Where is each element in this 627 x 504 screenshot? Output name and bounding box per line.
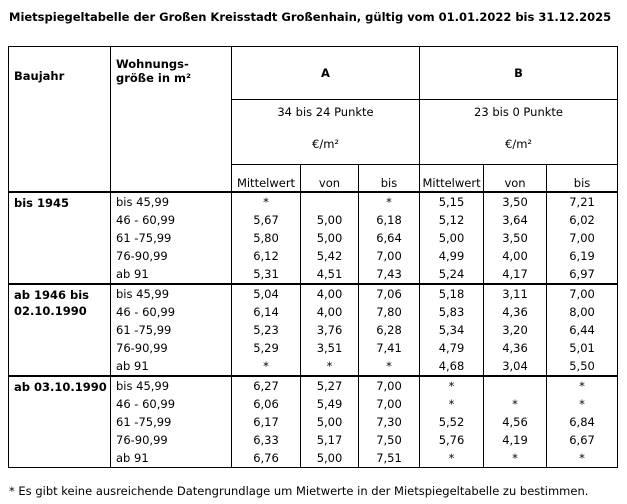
header-group-a: A [232,47,420,100]
value-cell-b-mw: 4,79 [420,339,484,357]
value-cell-a-mw: 5,29 [232,339,301,357]
value-cell-b-von: * [484,449,547,468]
value-cell-b-mw: 5,15 [420,192,484,211]
value-cell-a-mw: 6,33 [232,431,301,449]
size-cell: bis 45,99 [111,192,232,211]
header-unit-a: €/m² [232,124,420,165]
value-cell-b-mw: 5,34 [420,321,484,339]
value-cell-b-bis: 6,84 [547,413,618,431]
value-cell-b-bis: 6,67 [547,431,618,449]
value-cell-a-mw: * [232,192,301,211]
value-cell-a-bis: 7,00 [359,395,420,413]
header-b-bis: bis [547,165,618,193]
size-cell: 61 -75,99 [111,229,232,247]
baujahr-label-line1: ab 03.10.1990 [14,380,107,394]
header-b-von: von [484,165,547,193]
value-cell-b-von: 3,50 [484,192,547,211]
header-b-mittelwert: Mittelwert [420,165,484,193]
table-row [9,192,618,211]
baujahr-label-line2: 02.10.1990 [14,304,87,318]
value-cell-a-von [301,192,359,211]
value-cell-a-bis: * [359,357,420,376]
value-cell-b-bis: 7,00 [547,284,618,303]
value-cell-a-bis: 7,43 [359,265,420,284]
size-cell: 76-90,99 [111,431,232,449]
value-cell-a-mw: 6,12 [232,247,301,265]
value-cell-a-mw: 5,67 [232,211,301,229]
value-cell-a-bis: 6,28 [359,321,420,339]
header-unit-b: €/m² [420,124,618,165]
value-cell-a-bis: 7,50 [359,431,420,449]
value-cell-b-bis: 7,00 [547,229,618,247]
baujahr-label [9,376,111,468]
value-cell-b-bis: 5,01 [547,339,618,357]
value-cell-a-mw: 5,80 [232,229,301,247]
value-cell-b-mw: 4,99 [420,247,484,265]
value-cell-a-von: 5,00 [301,413,359,431]
value-cell-b-von: 4,36 [484,339,547,357]
value-cell-b-mw: 4,68 [420,357,484,376]
value-cell-a-mw: * [232,357,301,376]
header-wohnungsgroesse-line1: Wohnungs- [116,57,189,71]
header-wohnungsgroesse-line2: größe in m² [116,71,192,85]
header-baujahr: Baujahr [9,47,111,193]
value-cell-b-bis: * [547,449,618,468]
value-cell-a-von: 5,42 [301,247,359,265]
value-cell-a-bis: * [359,192,420,211]
value-cell-a-mw: 5,23 [232,321,301,339]
size-cell: ab 91 [111,357,232,376]
value-cell-b-mw: 5,00 [420,229,484,247]
value-cell-a-von: 3,76 [301,321,359,339]
value-cell-b-mw: 5,12 [420,211,484,229]
value-cell-a-bis: 7,41 [359,339,420,357]
size-cell: 46 - 60,99 [111,395,232,413]
value-cell-a-von: 4,51 [301,265,359,284]
value-cell-b-bis: * [547,395,618,413]
header-group-b: B [420,47,618,100]
size-cell: bis 45,99 [111,376,232,395]
size-cell: 76-90,99 [111,339,232,357]
value-cell-b-von: 4,17 [484,265,547,284]
footnote: * Es gibt keine ausreichende Datengrundlage um Mietwerte in der Mietspiegeltabelle zu bestimmen. [9,484,589,498]
header-a-bis: bis [359,165,420,193]
value-cell-a-von: 4,00 [301,284,359,303]
value-cell-b-bis: 7,21 [547,192,618,211]
value-cell-b-bis: * [547,376,618,395]
value-cell-a-bis: 7,06 [359,284,420,303]
value-cell-b-mw: 5,83 [420,303,484,321]
value-cell-a-von: 4,00 [301,303,359,321]
value-cell-b-von: 4,00 [484,247,547,265]
size-cell: 61 -75,99 [111,321,232,339]
value-cell-b-mw: 5,52 [420,413,484,431]
value-cell-b-mw: * [420,449,484,468]
value-cell-a-bis: 7,80 [359,303,420,321]
value-cell-a-mw: 6,76 [232,449,301,468]
value-cell-a-von: 5,00 [301,449,359,468]
value-cell-a-mw: 6,14 [232,303,301,321]
header-points-b: 23 bis 0 Punkte [420,100,618,125]
header-a-mittelwert: Mittelwert [232,165,301,193]
header-a-von: von [301,165,359,193]
value-cell-a-bis: 6,18 [359,211,420,229]
value-cell-b-von: * [484,395,547,413]
value-cell-b-mw: 5,76 [420,431,484,449]
size-cell: ab 91 [111,449,232,468]
value-cell-b-von: 3,11 [484,284,547,303]
page-title: Mietspiegeltabelle der Großen Kreisstadt Großenhain, gültig vom 01.01.2022 bis 31.12.2025 [9,10,612,24]
value-cell-b-bis: 5,50 [547,357,618,376]
value-cell-a-mw: 6,17 [232,413,301,431]
size-cell: 46 - 60,99 [111,211,232,229]
size-cell: 61 -75,99 [111,413,232,431]
value-cell-a-von: 3,51 [301,339,359,357]
value-cell-b-mw: * [420,395,484,413]
value-cell-b-von: 4,56 [484,413,547,431]
size-cell: 46 - 60,99 [111,303,232,321]
size-cell: 76-90,99 [111,247,232,265]
value-cell-a-von: 5,49 [301,395,359,413]
value-cell-a-von: 5,17 [301,431,359,449]
value-cell-b-bis: 8,00 [547,303,618,321]
value-cell-a-bis: 7,51 [359,449,420,468]
value-cell-b-von: 4,36 [484,303,547,321]
value-cell-b-bis: 6,44 [547,321,618,339]
value-cell-b-von: 3,20 [484,321,547,339]
baujahr-label [9,192,111,284]
value-cell-a-bis: 7,30 [359,413,420,431]
size-cell: ab 91 [111,265,232,284]
value-cell-b-von [484,376,547,395]
value-cell-b-mw: 5,18 [420,284,484,303]
value-cell-b-von: 3,64 [484,211,547,229]
value-cell-a-von: 5,00 [301,211,359,229]
header-points-a: 34 bis 24 Punkte [232,100,420,125]
size-cell: bis 45,99 [111,284,232,303]
value-cell-a-von: 5,27 [301,376,359,395]
value-cell-b-bis: 6,97 [547,265,618,284]
value-cell-a-mw: 5,04 [232,284,301,303]
value-cell-a-von: * [301,357,359,376]
value-cell-b-mw: 5,24 [420,265,484,284]
value-cell-b-mw: * [420,376,484,395]
value-cell-b-von: 3,04 [484,357,547,376]
baujahr-label-line1: ab 1946 bis [14,288,90,302]
baujahr-label [9,284,111,376]
table-row [9,284,618,303]
value-cell-b-bis: 6,02 [547,211,618,229]
value-cell-a-von: 5,00 [301,229,359,247]
value-cell-b-von: 4,19 [484,431,547,449]
header-wohnungsgroesse [111,47,232,193]
value-cell-a-mw: 6,27 [232,376,301,395]
baujahr-label-line1: bis 1945 [14,196,70,210]
value-cell-b-bis: 6,19 [547,247,618,265]
value-cell-a-mw: 5,31 [232,265,301,284]
table-row [9,376,618,395]
value-cell-b-von: 3,50 [484,229,547,247]
rent-table [8,46,618,468]
value-cell-a-bis: 7,00 [359,247,420,265]
value-cell-a-bis: 6,64 [359,229,420,247]
value-cell-a-bis: 7,00 [359,376,420,395]
value-cell-a-mw: 6,06 [232,395,301,413]
